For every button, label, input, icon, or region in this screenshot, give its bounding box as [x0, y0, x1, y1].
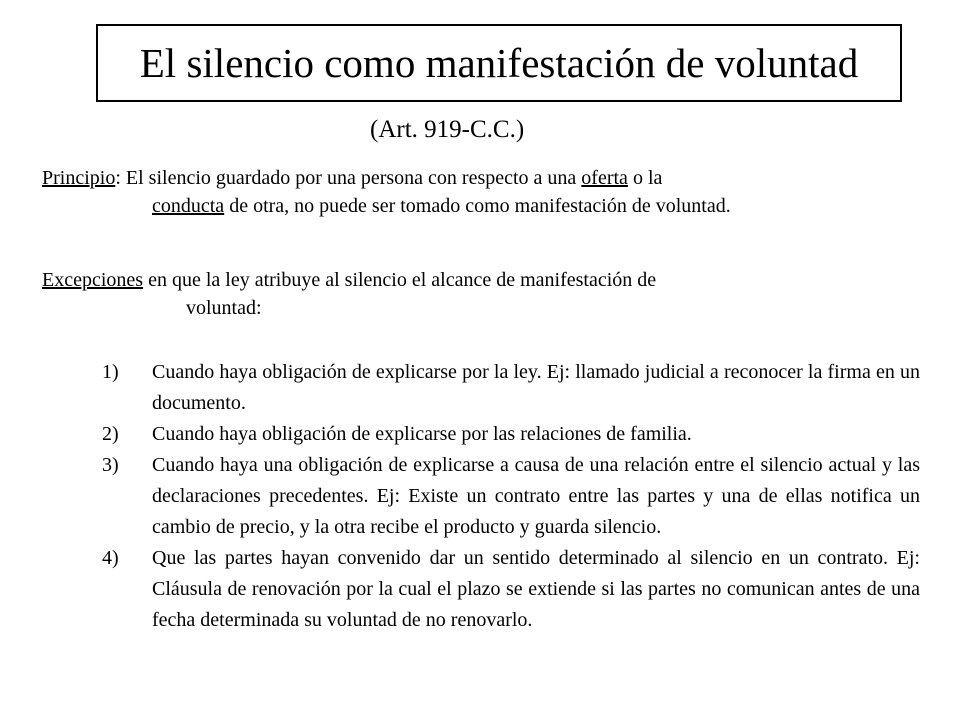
- conducta-term: conducta: [152, 195, 225, 217]
- exceptions-line-1: [42, 266, 656, 294]
- list-item-text: Cuando haya obligación de explicarse por las relaciones de familia.: [152, 423, 692, 445]
- list-item-text: Que las partes hayan convenido dar un sentido determinado al silencio en un contrato. Ej: Cláusula de renovación por la cual el plazo se extiende si las partes no comunican antes de una fecha determinada su voluntad de no renovarlo.: [152, 547, 920, 631]
- list-item: [102, 419, 920, 450]
- list-item-number: 3): [102, 454, 119, 476]
- list-item-text: Cuando haya una obligación de explicarse a causa de una relación entre el silencio actual y las declaraciones precedentes. Ej: Existe un contrato entre las partes y una de ellas notifica un cambio de precio, y la otra recibe el producto y guarda silencio.: [152, 454, 920, 538]
- list-item-number: 4): [102, 547, 119, 569]
- article-reference: (Art. 919-C.C.): [370, 116, 525, 143]
- list-item-number: 2): [102, 423, 119, 445]
- list-item: [102, 543, 920, 636]
- exceptions-text-1: en que la ley atribuye al silencio el alcance de manifestación de: [143, 269, 657, 291]
- principle-sep: :: [115, 167, 121, 189]
- principle-label: Principio: [42, 167, 116, 189]
- title-box: [96, 24, 902, 102]
- list-item-text: Cuando haya obligación de explicarse por la ley. Ej: llamado judicial a reconocer la firma en un documento.: [152, 361, 920, 414]
- principle-line-2: [152, 192, 731, 220]
- principle-text-1: El silencio guardado por una persona con respecto a una: [120, 167, 582, 189]
- list-item: [102, 357, 920, 419]
- principle-line-1: [42, 164, 662, 192]
- exceptions-line-2: voluntad:: [186, 297, 262, 319]
- principle-text-3: de otra, no puede ser tomado como manifestación de voluntad.: [224, 195, 731, 217]
- principle-text-2: o la: [627, 167, 663, 189]
- list-item: [102, 450, 920, 543]
- oferta-term: oferta: [581, 167, 628, 189]
- list-item-number: 1): [102, 361, 119, 383]
- exceptions-label: Excepciones: [42, 269, 144, 291]
- exceptions-list: [102, 357, 920, 636]
- page-title: El silencio como manifestación de voluntad: [139, 39, 859, 86]
